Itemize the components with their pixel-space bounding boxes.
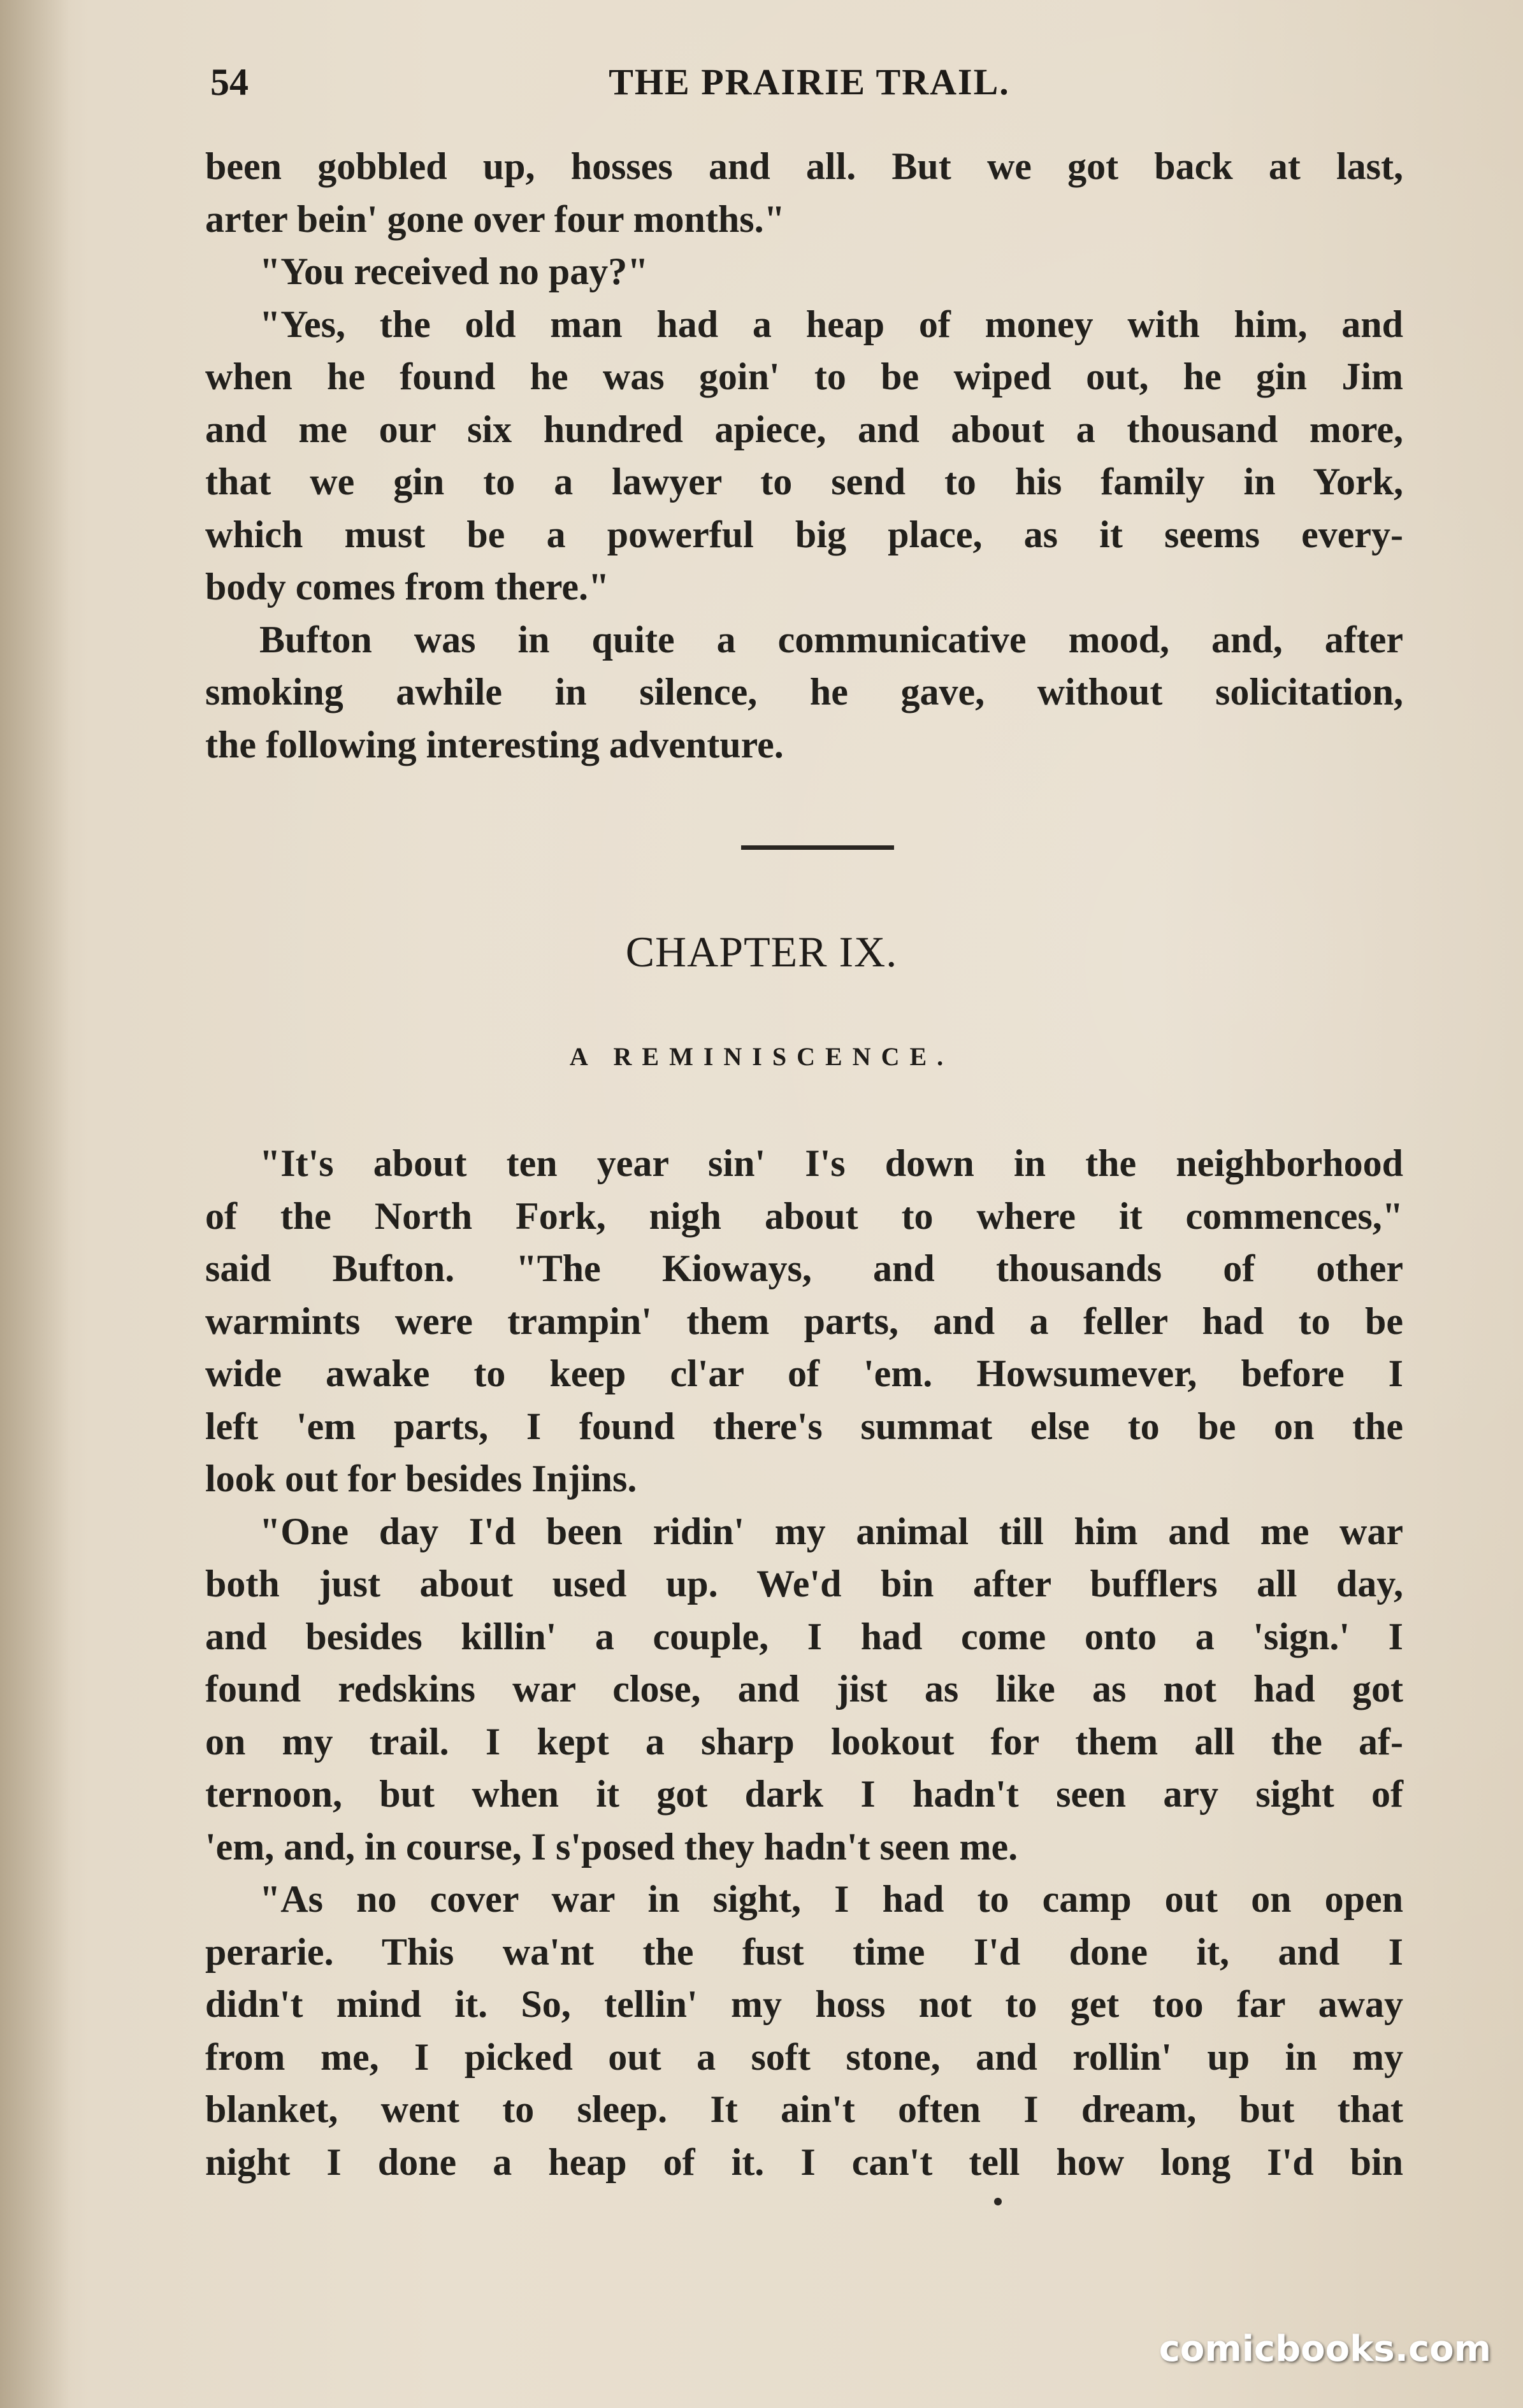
text-line: when he found he was goin' to be wiped out, he gin Jim — [205, 355, 1403, 398]
page-gutter-shadow — [0, 0, 70, 2408]
printer-mark — [994, 2198, 1002, 2205]
page-number: 54 — [210, 61, 249, 103]
text-line: that we gin to a lawyer to send to his family in York, — [205, 461, 1403, 503]
text-line: "As no cover war in sight, I had to camp out on open — [259, 1878, 1403, 1920]
text-line: "Yes, the old man had a heap of money with him, and — [259, 303, 1403, 345]
text-line: didn't mind it. So, tellin' my hoss not to get too far away — [205, 1983, 1403, 2025]
text-line: the following interesting adventure. — [205, 723, 784, 766]
text-line: "One day I'd been ridin' my animal till him and me war — [259, 1510, 1403, 1552]
text-line: on my trail. I kept a sharp lookout for them all the af- — [205, 1720, 1403, 1763]
text-line: body comes from there." — [205, 566, 610, 608]
text-block-chapter — [205, 1137, 1403, 2188]
text-line: perarie. This wa'nt the fust time I'd done it, and I — [205, 1930, 1403, 1973]
text-line: Bufton was in quite a communicative mood, and, after — [259, 618, 1403, 661]
text-line: and me our six hundred apiece, and about a thousand more, — [205, 408, 1403, 450]
text-line: blanket, went to sleep. It ain't often I dream, but that — [205, 2088, 1403, 2130]
text-line: of the North Fork, nigh about to where it commences," — [205, 1194, 1403, 1237]
text-line: found redskins war close, and jist as like as not had got — [205, 1668, 1403, 1710]
text-block-top — [205, 140, 1403, 771]
section-divider — [741, 845, 894, 850]
running-title: THE PRAIRIE TRAIL. — [609, 61, 1010, 103]
text-line: arter bein' gone over four months." — [205, 197, 785, 240]
text-line: 'em, and, in course, I s'posed they hadn't seen me. — [205, 1825, 1018, 1868]
watermark: comicbooks.com — [1158, 2328, 1491, 2370]
text-line: "You received no pay?" — [259, 250, 649, 292]
text-line: night I done a heap of it. I can't tell how long I'd bin — [205, 2140, 1403, 2183]
text-line: warmints were trampin' them parts, and a feller had to be — [205, 1300, 1403, 1342]
chapter-title: CHAPTER IX. — [625, 928, 898, 976]
text-line: wide awake to keep cl'ar of 'em. Howsumever, before I — [205, 1352, 1403, 1394]
text-line: been gobbled up, hosses and all. But we got back at last, — [205, 145, 1403, 187]
text-line: ternoon, but when it got dark I hadn't seen ary sight of — [205, 1773, 1403, 1815]
text-line: both just about used up. We'd bin after bufflers all day, — [205, 1563, 1403, 1605]
text-line: which must be a powerful big place, as it seems every- — [205, 513, 1403, 555]
text-line: look out for besides Injins. — [205, 1458, 637, 1500]
text-line: and besides killin' a couple, I had come onto a 'sign.' I — [205, 1615, 1403, 1658]
text-line: left 'em parts, I found there's summat else to be on the — [205, 1405, 1403, 1447]
page-header — [210, 61, 1408, 118]
text-line: smoking awhile in silence, he gave, without solicitation, — [205, 671, 1403, 713]
text-line: "It's about ten year sin' I's down in the neighborhood — [259, 1142, 1403, 1184]
text-line: from me, I picked out a soft stone, and rollin' up in my — [205, 2035, 1403, 2078]
chapter-subtitle: A REMINISCENCE. — [569, 1042, 954, 1071]
text-line: said Bufton. "The Kioways, and thousands of other — [205, 1247, 1403, 1289]
